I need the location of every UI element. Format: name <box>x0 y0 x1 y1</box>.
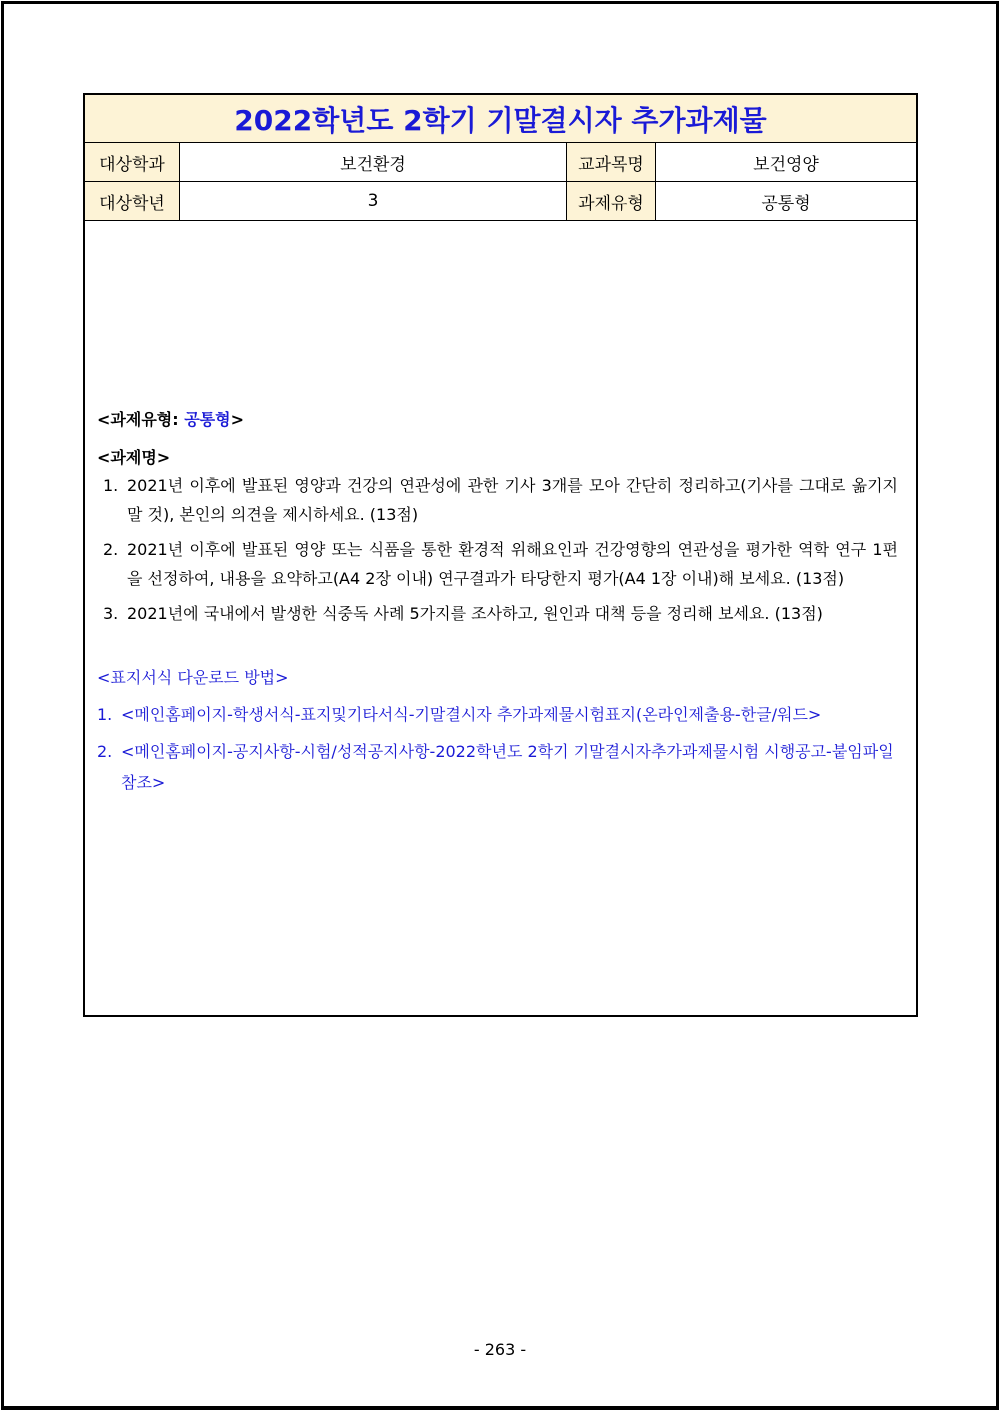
grade-label: 대상학년 <box>85 182 180 220</box>
task-text: 2021년 이후에 발표된 영양 또는 식품을 통한 환경적 위해요인과 건강영향의 연관성을 평가한 역학 연구 1편을 선정하여, 내용을 요약하고(A4 2장 이내) 연구결과가 타당한지 평가(A4 1장 이내)해 보세요. (13점) <box>127 540 898 588</box>
download-step-text: <메인홈페이지-학생서식-표지및기타서식-기말결시자 추가과제물시험표지(온라인제출용-한글/워드> <box>121 705 822 724</box>
task-list <box>103 471 898 634</box>
download-step <box>97 699 907 730</box>
subject-value: 보건영양 <box>753 154 819 175</box>
download-step-number: 2. <box>97 742 113 761</box>
assignment-type-label: 과제유형 <box>567 182 656 220</box>
department-label: 대상학과 <box>85 143 180 181</box>
task-number: 2. <box>103 540 119 559</box>
download-step-text: <메인홈페이지-공지사항-시험/성적공지사항-2022학년도 2학기 기말결시자추가과제물시험 시행공고-붙임파일 참조> <box>121 742 894 792</box>
assignment-type-value: 공통형 <box>761 193 811 214</box>
grade-value: 3 <box>180 182 567 220</box>
task-number: 3. <box>103 604 119 623</box>
type-line-close: > <box>230 410 244 429</box>
download-step-number: 1. <box>97 705 113 724</box>
task-item <box>103 535 898 593</box>
sheet-title: 2022학년도 2학기 기말결시자 추가과제물 <box>234 103 767 137</box>
task-item <box>103 471 898 529</box>
type-line-label: <과제유형: <box>97 410 185 429</box>
task-text: 2021년 이후에 발표된 영양과 건강의 연관성에 관한 기사 3개를 모아 간단히 정리하고(기사를 그대로 옮기지 말 것), 본인의 의견을 제시하세요. (13점) <box>127 476 898 524</box>
type-line-value: 공통형 <box>184 410 231 429</box>
assignment-body <box>85 221 916 1015</box>
assignment-sheet <box>83 93 918 1017</box>
task-item <box>103 599 898 628</box>
download-heading: <표지서식 다운로드 방법> <box>97 668 289 687</box>
download-step <box>97 736 907 798</box>
assignment-name-heading: <과제명> <box>97 448 171 467</box>
page-number: - 263 - <box>473 1340 527 1359</box>
department-value: 보건환경 <box>180 143 567 181</box>
download-steps <box>97 699 907 804</box>
task-text: 2021년에 국내에서 발생한 식중독 사례 5가지를 조사하고, 원인과 대책 등을 정리해 보세요. (13점) <box>127 604 823 623</box>
title-row <box>85 95 916 143</box>
subject-label: 교과목명 <box>567 143 656 181</box>
assignment-type-line <box>97 407 244 430</box>
task-number: 1. <box>103 476 119 495</box>
info-row-department <box>85 143 916 182</box>
info-row-grade <box>85 182 916 221</box>
